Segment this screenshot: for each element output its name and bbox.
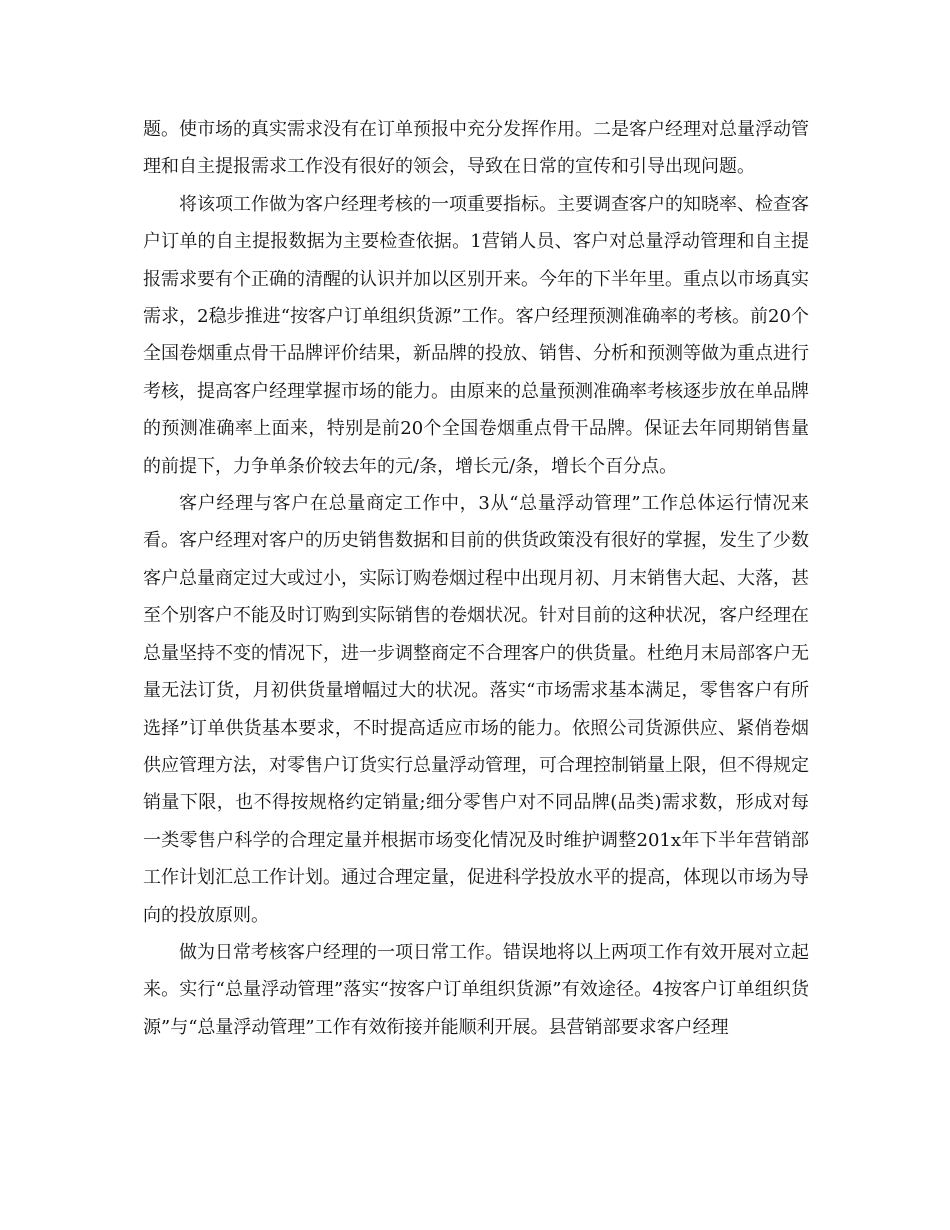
paragraph-1: 题。使市场的真实需求没有在订单预报中充分发挥作用。二是客户经理对总量浮动管理和自主提报需求工作没有很好的领会，导致在日常的宣传和引导出现问题。	[143, 119, 809, 178]
paragraph-2: 将该项工作做为客户经理考核的一项重要指标。主要调查客户的知晓率、检查客户订单的自主提报数据为主要检查依据。1营销人员、客户对总量浮动管理和自主提报需求要有个正确的清醒的认识并加以区别开来。今年的下半年里。重点以市场真实需求，2稳步推进“按客户订单组织货源”工作。客户经理预测准确率的考核。前20个全国卷烟重点骨干品牌评价结果，新品牌的投放、销售、分析和预测等做为重点进行考核，提高客户经理掌握市场的能力。由原来的总量预测准确率考核逐步放在单品牌的预测准确率上面来，特别是前20个全国卷烟重点骨干品牌。保证去年同期销售量的前提下，力争单条价较去年的元/条，增长元/条，增长个百分点。	[143, 193, 809, 477]
paragraph-4: 做为日常考核客户经理的一项日常工作。错误地将以上两项工作有效开展对立起来。实行“总量浮动管理”落实“按客户订单组织货源”有效途径。4按客户订单组织货源”与“总量浮动管理”工作有效衔接并能顺利开展。县营销部要求客户经理	[143, 941, 809, 1038]
paragraph-3: 客户经理与客户在总量商定工作中，3从“总量浮动管理”工作总体运行情况来看。客户经理对客户的历史销售数据和目前的供货政策没有很好的掌握，发生了少数客户总量商定过大或过小，实际订购卷烟过程中出现月初、月末销售大起、大落，甚至个别客户不能及时订购到实际销售的卷烟状况。针对目前的这种状况，客户经理在总量坚持不变的情况下，进一步调整商定不合理客户的供货量。杜绝月末局部客户无量无法订货，月初供货量增幅过大的状况。落实“市场需求基本满足，零售客户有所选择”订单供货基本要求，不时提高适应市场的能力。依照公司货源供应、紧俏卷烟供应管理方法，对零售户订货实行总量浮动管理，可合理控制销量上限，但不得规定销量下限，也不得按规格约定销量;细分零售户对不同品牌(品类)需求数，形成对每一类零售户科学的合理定量并根据市场变化情况及时维护调整201x年下半年营销部工作计划汇总工作计划。通过合理定量，促进科学投放水平的提高，体现以市场为导向的投放原则。	[143, 493, 809, 926]
document-body	[143, 111, 809, 1046]
